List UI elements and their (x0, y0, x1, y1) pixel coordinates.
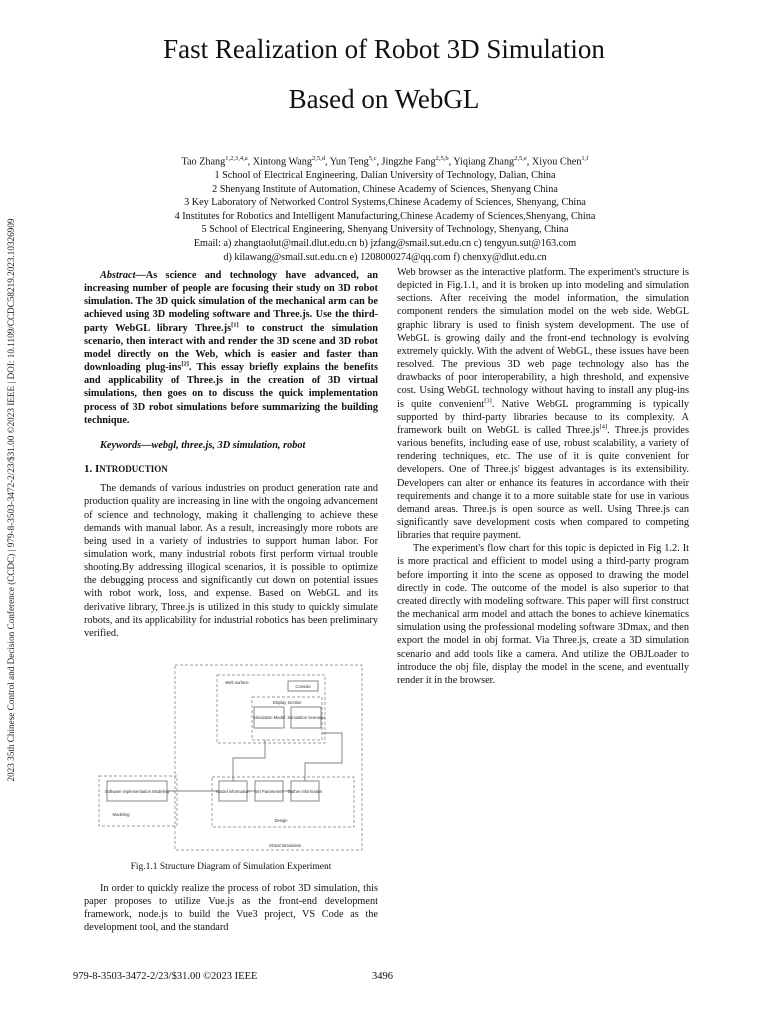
doi-side-strip (0, 180, 22, 820)
author-affil-sup: 1,2,3,4,a (225, 155, 248, 162)
author-affil-sup: 2,5,d (311, 155, 325, 162)
abstract-text: to construct the simulation scenario, then interact with and render the 3D scene and 3D robot model directly on the Web, which is easier and faster than downloading plug-ins (84, 322, 378, 374)
virtual-simulation-label: Virtual Simulation (268, 843, 302, 848)
affiliation-line: 1 School of Electrical Engineering, Dalian University of Technology, Dalian, China (214, 169, 556, 181)
abstract-text: As science and technology have advanced, an increasing number of people are focusing their study on 3D robot simulation. The 3D quick simulation of the mechanical arm can be achieved using 3D modeling software and Three.js. Use the third-party WebGL library Three.js (84, 270, 378, 334)
body-paragraph: The experiment's flow chart for this topic is depicted in Fig 1.2. It is more practical and efficient to model using a third-party program before importing it into the scene as opposed to drawing the model directly in code. The outcome of the model is also superior to that created directly with modeling software. This paper will first construct the mechanical arm model and attach the bones to achieve kinematics simulation using the professional modeling software 3Dmax, and then export the model in obj format. Via Three.js, create a 3D simulation scenario and add tools like a camera. And utilize the OBJLoader to introduce the obj file, display the model in the scene, and eventually render it in the browser. (397, 543, 689, 686)
keywords: Keywords—webgl, three.js, 3D simulation, robot (100, 439, 306, 451)
citation-ref: [4] (599, 423, 608, 431)
left-column-lower (84, 882, 378, 935)
citation-ref: [1] (231, 321, 239, 329)
citation-ref: [3] (484, 397, 492, 405)
doi-side-text: 2023 35th Chinese Control and Decision Conference (CCDC) | 979-8-3503-3472-2/23/$31.00 ©2023 IEEE | DOI: 10.1109/CCDC58219.2023.10326909 (6, 218, 16, 782)
web-surface-label: Web surface (225, 680, 249, 685)
display-section-label: Display Section (272, 700, 302, 705)
email-line: d) kilawang@smail.sut.edu.cn e) 1208000274@qq.com f) chenxy@dlut.edu.cn (223, 251, 547, 263)
modeling-label: Modeling (112, 812, 130, 817)
simulation-scenario-label: Simulation Scenario (287, 715, 325, 720)
body-text: . Native WebGL programming is typically supported by third-party libraries because to its complexity. A framework built on WebGL is called Three.js (397, 398, 690, 436)
structure-diagram (95, 663, 365, 854)
set-parameters-label: Set Parameters (254, 789, 284, 794)
section-number: 1. I (84, 463, 100, 476)
model-info-label: Model information (216, 789, 250, 794)
body-paragraph (397, 266, 689, 542)
author-name: Xiyou Chen (531, 156, 582, 168)
author-name: Yiqiang Zhang (453, 156, 515, 168)
author-affil-sup: 5,c (368, 155, 377, 162)
body-paragraph: In order to quickly realize the process of robot 3D simulation, this paper proposes to utilize Vue.js as the front-end development framework, node.js to build the Vue3 project, VS Code as the development tool, and the standard (84, 883, 378, 934)
author-affil-sup: 2,5,b (435, 155, 449, 162)
abstract-text: . This essay briefly explains the benefits and applicability of Three.js in the creation of 3D virtual simulations, then goes on to discuss the quick implementation process of 3D robot simulations before summarizing the building technique. (84, 362, 378, 426)
author-name: Jingzhe Fang (381, 156, 436, 168)
abstract-dash: — (135, 270, 146, 281)
affiliation-line: 2 Shenyang Institute of Automation, Chinese Academy of Sciences, Shenyang China (212, 183, 558, 195)
simulation-model-label: Simulation Model (252, 715, 286, 720)
section-heading (84, 463, 378, 476)
section-title: NTRODUCTION (99, 464, 168, 475)
page-number: 3496 (372, 971, 393, 982)
gather-info-label: Gather information (287, 789, 323, 794)
paper-title-line-1: Fast Realization of Robot 3D Simulation (163, 34, 605, 64)
footer-copyright: 979-8-3503-3472-2/23/$31.00 ©2023 IEEE (73, 971, 258, 982)
author-block (60, 152, 710, 264)
right-column (397, 266, 689, 687)
author-affil-sup: 1,f (581, 155, 589, 162)
author-name: Xintong Wang (252, 156, 312, 168)
citation-ref: [2] (181, 360, 189, 368)
author-list: Tao Zhang$^{1,2,3,4,a}$, Xintong Wang$^{2,5,d}$, Yun Teng$^{5,c}$, Jingzhe Fang$^{2,5,b}$, Yiqiang Zhang$^{2,5,e}$, Xiyou Chen$^{1,f}$ (181, 155, 589, 168)
figure-caption: Fig.1.1 Structure Diagram of Simulation Experiment (130, 862, 332, 872)
body-text: . Three.js provides various benefits, including ease of use, robust scalability, a variety of rendering techniques, etc. The use of it is quite convenient for developers. One of Three.js' biggest advantages is its extensibility. Developers can alter or enhance its features in accordance with their requirements and change it to a more suitable state for use in various demand areas. Three.js is open source as well. Using Three.js can significantly save development costs when compared to competing libraries that require payment. (397, 424, 689, 542)
arrow-model-up (233, 740, 265, 781)
affiliation-line: 3 Key Laboratory of Networked Control Systems,Chinese Academy of Sciences, Shenyang, China (184, 197, 586, 209)
left-column (84, 269, 378, 640)
abstract (84, 269, 378, 427)
email-line: Email: a) zhangtaolut@mail.dlut.edu.cn b) jzfang@smail.sut.edu.cn c) tengyun.sut@163.com (193, 237, 577, 249)
console-label: Console (295, 684, 311, 689)
intro-paragraph: The demands of various industries on product generation rate and production quality are increasing in line with the ongoing advancement of science and technology, making it challenging to achieve these demands with manual labor. As a result, increasingly more robots are being used in a variety of industries to support human labor. For simulation work, many industrial robots first perform virtual trouble shooting.By addressing illogical scenarios, it is possible to optimize the debugging process and significantly cut down on potential issues with robot work, loss, and expense. Based on WebGL and its derivative library, Three.js is utilized in this study to quickly simulate robots, and its applicability for industrial robotics has been preliminary verified. (84, 483, 378, 639)
paper-title-line-2: Based on WebGL (288, 84, 480, 114)
abstract-label: Abstract (100, 270, 136, 281)
software-label: Software implementation Modeling (104, 789, 170, 794)
structure-diagram-svg (95, 663, 365, 854)
body-text: Web browser as the interactive platform. The experiment's structure is depicted in Fig.1.1, and it is broken up into modeling and simulation sections. After receiving the model information, the simulation component renders the simulation model on the web side. WebGL graphic library is used to finish system development. The use of WebGL is growing daily and the front-end technology is evolving extremely quickly. With the advent of WebGL, these issues have been resolved. The previous 3D web page technology also has the drawbacks of poor interoperability, a high threshold, and expensive cost. Using WebGL technology without having to install any plug-ins is quite convenient (397, 267, 689, 410)
arrow-gather-up (305, 733, 342, 781)
author-name: Tao Zhang (181, 156, 226, 168)
author-name: Yun Teng (329, 156, 369, 168)
affiliation-line: 4 Institutes for Robotics and Intelligent Manufacturing,Chinese Academy of Sciences,Shenyang, China (174, 210, 596, 222)
author-affil-sup: 2,5,e (514, 155, 527, 162)
virtual-simulation-box (175, 665, 362, 850)
affiliation-line: 5 School of Electrical Engineering, Shenyang University of Technology, Shenyang, China (201, 224, 569, 236)
design-label: Design (274, 818, 288, 823)
